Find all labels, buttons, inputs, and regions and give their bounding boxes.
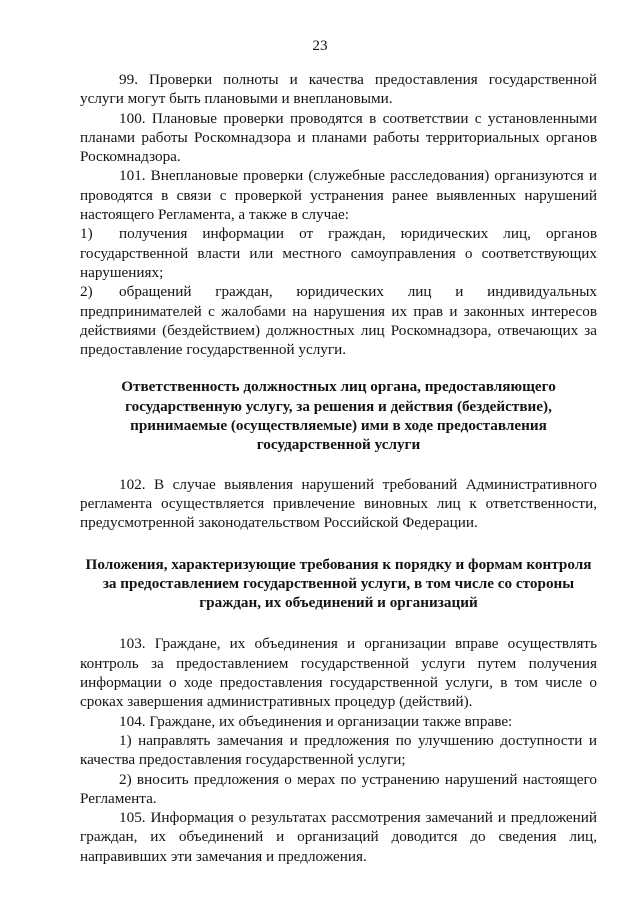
paragraph-103: 103. Граждане, их объединения и организации вправе осуществлять контроль за предоставлением государственной услуги путем получения информации о ходе предоставления государственной услуги, в том числе о сроках завершения административных процедур (действий). (80, 635, 597, 711)
list-item-104-1: 1) направлять замечания и предложения по улучшению доступности и качества предоставления государственной услуги; (80, 731, 597, 769)
list-item-text: обращений граждан, юридических лиц и индивидуальных предпринимателей с жалобами на нарушения их прав и законных интересов действиями (бездействием) должностных лиц Роскомнадзора, отвечающих за предоставление государственной услуги. (80, 283, 597, 359)
list-item-text: получения информации от граждан, юридических лиц, органов государственной власти или местного самоуправления о соответствующих нарушениях; (80, 225, 597, 281)
spacer (80, 359, 597, 377)
list-item-number: 1) (80, 225, 93, 243)
list-item-number: 2) (80, 283, 93, 301)
paragraph-104: 104. Граждане, их объединения и организации также вправе: (119, 712, 513, 730)
list-item-101-1 (80, 224, 597, 282)
paragraph-99: 99. Проверки полноты и качества предоставления государственной услуги могут быть плановыми и внеплановыми. (80, 71, 597, 108)
section-heading-control: Положения, характеризующие требования к порядку и формам контроля за предоставлением государственной услуги, в том числе со стороны граждан, их объединений и организаций (85, 555, 592, 612)
page-number: 23 (312, 37, 328, 54)
paragraph-102: 102. В случае выявления нарушений требований Административного регламента осуществляется привлечение виновных лиц к ответственности, предусмотренной законодательством Российской Федерации. (80, 475, 597, 532)
list-item-101-2 (80, 282, 597, 359)
spacer (80, 533, 597, 555)
paragraph-105: 105. Информация о результатах рассмотрения замечаний и предложений граждан, их объединений и организаций доводится до сведения лиц, направивших эти замечания и предложения. (80, 809, 597, 865)
paragraph-100: 100. Плановые проверки проводятся в соответствии с установленными планами работы Роскомнадзора и планами работы территориальных органов Роскомнадзора. (80, 109, 597, 166)
paragraph-101: 101. Внеплановые проверки (служебные расследования) организуются и проводятся в связи с проверкой устранения ранее выявленных нарушений настоящего Регламента, а также в случае: (80, 167, 597, 224)
document-body (80, 70, 597, 866)
spacer (80, 455, 597, 475)
section-heading-responsibility: Ответственность должностных лиц органа, предоставляющего государственную услугу, за решения и действия (бездействие), принимаемые (осуществляемые) ими в ходе предоставления государственной услуги (121, 378, 556, 454)
spacer (80, 612, 597, 634)
list-item-104-2: 2) вносить предложения о мерах по устранению нарушений настоящего Регламента. (80, 770, 597, 807)
